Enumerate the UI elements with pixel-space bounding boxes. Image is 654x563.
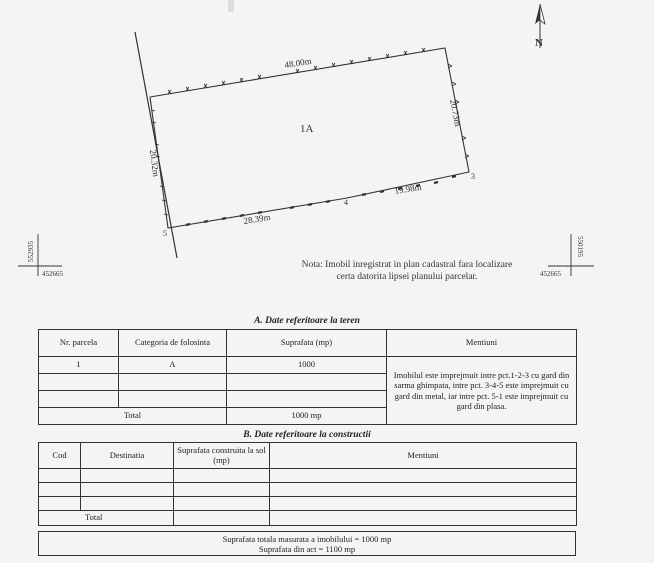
land-total-value: 1000 mp bbox=[227, 408, 387, 425]
empty-cell bbox=[174, 511, 270, 526]
parcel-boundary bbox=[150, 48, 469, 228]
section-b-title: B. Date referitoare la constructii bbox=[243, 430, 371, 440]
header-area: Suprafata (mp) bbox=[227, 330, 387, 357]
empty-cell bbox=[174, 497, 270, 511]
empty-cell bbox=[39, 469, 81, 483]
dim-left: 20.32m bbox=[148, 149, 162, 178]
empty-cell bbox=[270, 497, 577, 511]
empty-cell bbox=[39, 391, 119, 408]
empty-cell bbox=[39, 483, 81, 497]
empty-cell bbox=[39, 497, 81, 511]
dim-top: 48.00m bbox=[283, 55, 313, 70]
point-4-label: 4 bbox=[344, 198, 348, 207]
svg-text:452665: 452665 bbox=[540, 270, 561, 278]
north-label: N bbox=[535, 37, 543, 49]
header-destination: Destinatia bbox=[81, 443, 174, 469]
header-category: Categoria de folosinta bbox=[119, 330, 227, 357]
svg-text:452665: 452665 bbox=[42, 270, 63, 278]
dim-right: 20.73m bbox=[448, 98, 464, 128]
deed-area: Suprafata din act = 1100 mp bbox=[258, 543, 356, 554]
header-code: Cod bbox=[39, 443, 81, 469]
header-parcel: Nr. parcela bbox=[39, 330, 119, 357]
empty-cell bbox=[119, 391, 227, 408]
dim-bottom-right: 19.98m bbox=[393, 181, 423, 196]
scan-mark bbox=[228, 0, 234, 12]
empty-cell bbox=[39, 374, 119, 391]
empty-cell bbox=[119, 374, 227, 391]
empty-cell bbox=[227, 374, 387, 391]
grid-mark-left bbox=[18, 234, 64, 278]
building-total-label: Total bbox=[39, 511, 174, 526]
empty-cell bbox=[174, 483, 270, 497]
cadastral-note: Nota: Imobil inregistrat in plan cadastral fara localizare certa datorita lipsei planului parcelar. bbox=[301, 260, 513, 282]
summary-table bbox=[38, 531, 576, 556]
empty-cell bbox=[227, 391, 387, 408]
summary-cell bbox=[39, 532, 576, 556]
parcel-label: 1A bbox=[300, 123, 314, 135]
empty-cell bbox=[174, 469, 270, 483]
total-measured-area: Suprafata totala masurata a imobilului = 1000 mp bbox=[222, 533, 392, 544]
point-3-label: 3 bbox=[471, 172, 475, 181]
dim-bottom-left: 28.39m bbox=[242, 211, 272, 226]
cell-parcel: 1 bbox=[39, 357, 119, 374]
header-built-area: Suprafata construita la sol (mp) bbox=[174, 443, 270, 469]
empty-cell bbox=[270, 483, 577, 497]
land-total-label: Total bbox=[39, 408, 227, 425]
point-5-label: 5 bbox=[163, 229, 167, 238]
land-table bbox=[38, 329, 577, 425]
land-mentions: Imobilul este imprejmuit intre pct.1-2-3 cu gard din sarma ghimpata, intre pct. 3-4-5 este imprejmuit cu gard din metal, iar intre pct. 5-1 este imprejmuit cu gard din plasa. bbox=[387, 357, 577, 425]
empty-cell bbox=[270, 511, 577, 526]
section-a-title: A. Date referitoare la teren bbox=[254, 316, 360, 326]
empty-cell bbox=[81, 497, 174, 511]
boundary-line bbox=[135, 32, 177, 258]
svg-text:550195: 550195 bbox=[576, 236, 584, 257]
empty-cell bbox=[270, 469, 577, 483]
header-mentions: Mentiuni bbox=[387, 330, 577, 357]
north-arrow-icon bbox=[535, 4, 545, 49]
empty-cell bbox=[81, 469, 174, 483]
empty-cell bbox=[81, 483, 174, 497]
grid-mark-right bbox=[540, 234, 594, 278]
cell-area: 1000 bbox=[227, 357, 387, 374]
cell-category: A bbox=[119, 357, 227, 374]
svg-text:552935: 552935 bbox=[27, 241, 35, 262]
buildings-table bbox=[38, 442, 577, 526]
header-building-mentions: Mentiuni bbox=[270, 443, 577, 469]
